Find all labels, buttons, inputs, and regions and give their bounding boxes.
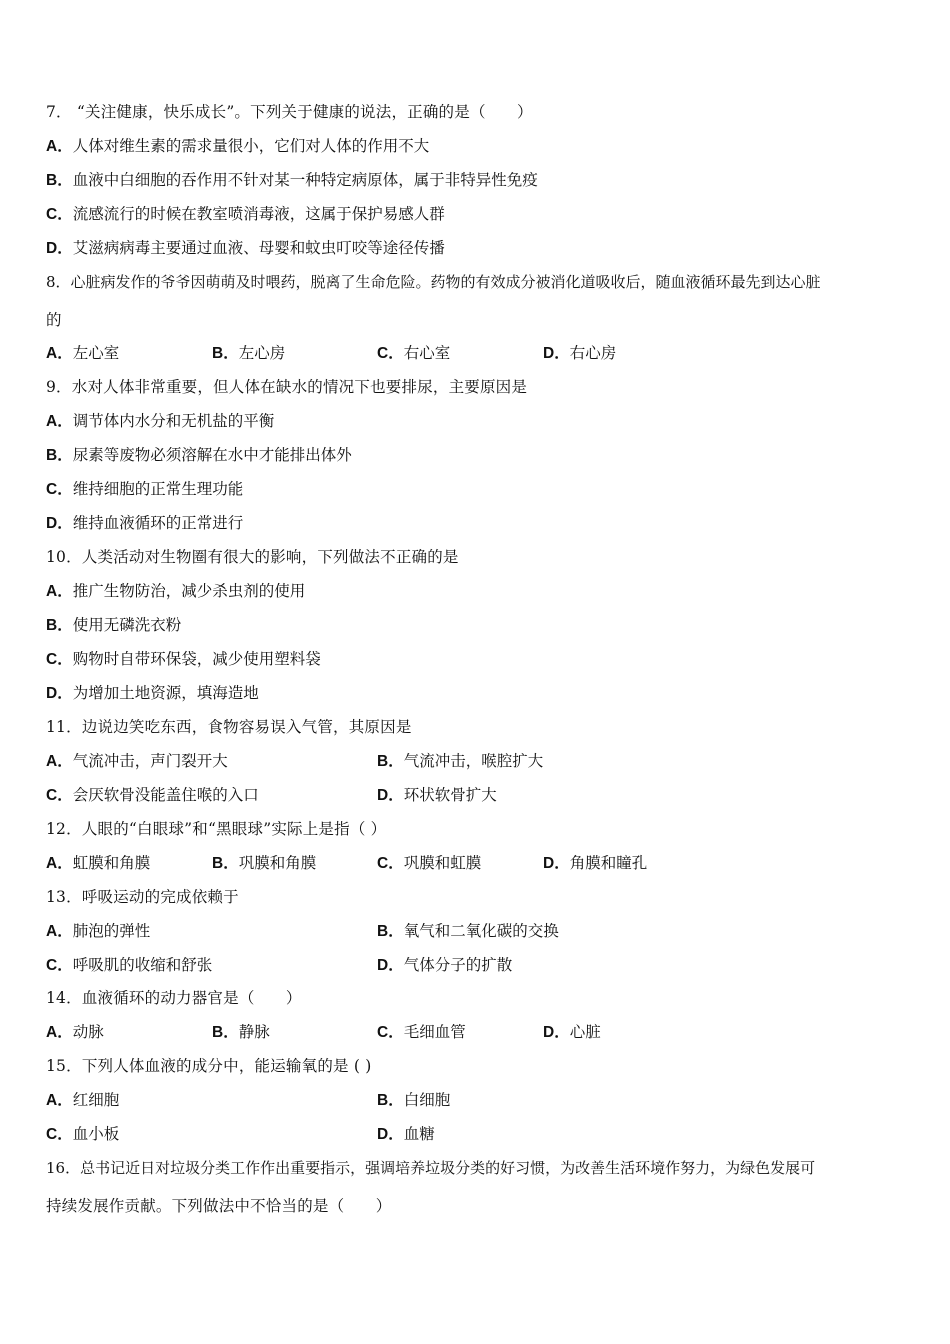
option-key: C． [46, 651, 73, 668]
question-9-option-a [46, 411, 906, 432]
question-9-stem: 9．水对人体非常重要，但人体在缺水的情况下也要排尿，主要原因是 [46, 378, 528, 396]
option-a [46, 751, 228, 772]
option-d [377, 785, 497, 806]
option-text: 动脉 [72, 1023, 104, 1041]
option-b [212, 343, 285, 364]
question-10-option-d [46, 683, 906, 704]
question-9-option-d [46, 513, 906, 534]
question-16-stem-line-2: 持续发展作贡献。下列做法中不恰当的是（ ） [46, 1197, 392, 1215]
question-15-options-row-2 [46, 1124, 906, 1144]
option-a [46, 1022, 104, 1043]
option-key: A． [46, 855, 73, 872]
option-key: D． [46, 515, 73, 532]
option-key: A． [46, 413, 73, 430]
option-text: 毛细血管 [403, 1023, 466, 1041]
option-key: C． [377, 345, 404, 362]
option-text: 血液中白细胞的吞作用不针对某一种特定病原体，属于非特异性免疫 [72, 171, 538, 189]
question-7-stem: 7． “关注健康，快乐成长”。下列关于健康的说法，正确的是（ ） [46, 103, 533, 121]
option-c [377, 853, 481, 874]
option-b [212, 853, 316, 874]
option-key: C． [46, 481, 73, 498]
option-text: 为增加土地资源，填海造地 [72, 684, 259, 702]
question-10-option-b [46, 615, 906, 636]
option-c [46, 955, 212, 976]
option-d [543, 853, 647, 874]
question-7-option-a [46, 136, 906, 157]
option-text: 红细胞 [72, 1091, 120, 1109]
option-text: 呼吸肌的收缩和舒张 [72, 956, 213, 974]
option-key: C． [46, 206, 73, 223]
option-text: 白细胞 [403, 1091, 451, 1109]
option-c [377, 343, 450, 364]
option-text: 角膜和瞳孔 [569, 854, 648, 872]
option-key: D． [377, 787, 404, 804]
option-text: 气流冲击，声门裂开大 [72, 752, 228, 770]
option-key: D． [543, 855, 570, 872]
option-key: D． [377, 1126, 404, 1143]
option-key: A． [46, 345, 73, 362]
option-key: B． [46, 172, 73, 189]
option-text: 使用无磷洗衣粉 [72, 616, 182, 634]
question-8-stem-line-2: 的 [46, 311, 62, 329]
option-d [377, 955, 512, 976]
option-b [377, 1090, 450, 1111]
option-text: 静脉 [238, 1023, 270, 1041]
option-text: 氧气和二氧化碳的交换 [403, 922, 559, 940]
option-text: 气体分子的扩散 [403, 956, 513, 974]
option-key: D． [543, 1024, 570, 1041]
question-7-option-b [46, 170, 906, 191]
question-9-option-c [46, 479, 906, 500]
option-text: 购物时自带环保袋，减少使用塑料袋 [72, 650, 321, 668]
question-15-options-row-1 [46, 1090, 906, 1110]
option-d [543, 1022, 601, 1043]
option-c [46, 785, 259, 806]
option-text: 巩膜和虹膜 [403, 854, 482, 872]
question-13-stem: 13．呼吸运动的完成依赖于 [46, 888, 239, 906]
question-14-stem: 14．血液循环的动力器官是（ ） [46, 989, 302, 1007]
option-text: 左心房 [238, 344, 286, 362]
option-key: B． [46, 617, 73, 634]
option-text: 血小板 [72, 1125, 120, 1143]
option-key: B． [46, 447, 73, 464]
question-16-stem-line-1: 16．总书记近日对垃圾分类工作作出重要指示，强调培养垃圾分类的好习惯，为改善生活环境作努力，为绿色发展可 [46, 1159, 816, 1177]
option-a [46, 1090, 119, 1111]
option-a [46, 921, 150, 942]
question-9-option-b [46, 445, 906, 466]
option-key: A． [46, 138, 73, 155]
option-c [46, 1124, 119, 1145]
option-b [212, 1022, 270, 1043]
option-text: 右心房 [569, 344, 617, 362]
question-12-options [46, 853, 906, 873]
question-11-stem: 11．边说边笑吃东西，食物容易误入气管，其原因是 [46, 718, 412, 736]
question-7-option-c [46, 204, 906, 225]
question-11-options-row-2 [46, 785, 906, 805]
option-key: A． [46, 923, 73, 940]
option-text: 尿素等废物必须溶解在水中才能排出体外 [72, 446, 352, 464]
option-a [46, 853, 150, 874]
option-key: B． [212, 1024, 239, 1041]
option-key: B． [212, 855, 239, 872]
option-key: C． [377, 1024, 404, 1041]
option-c [377, 1022, 466, 1043]
option-text: 推广生物防治，减少杀虫剂的使用 [72, 582, 306, 600]
option-a [46, 343, 119, 364]
question-11-options-row-1 [46, 751, 906, 771]
option-text: 右心室 [403, 344, 451, 362]
question-8-options [46, 343, 906, 363]
option-key: D． [543, 345, 570, 362]
option-text: 肺泡的弹性 [72, 922, 151, 940]
question-12-stem: 12．人眼的“白眼球”和“黑眼球”实际上是指（ ） [46, 820, 387, 838]
option-key: D． [46, 685, 73, 702]
option-text: 心脏 [569, 1023, 601, 1041]
option-text: 气流冲击，喉腔扩大 [403, 752, 544, 770]
question-15-stem: 15．下列人体血液的成分中，能运输氧的是 ( ) [46, 1057, 372, 1075]
option-key: A． [46, 583, 73, 600]
option-d [377, 1124, 435, 1145]
option-key: A． [46, 1024, 73, 1041]
option-text: 调节体内水分和无机盐的平衡 [72, 412, 275, 430]
option-text: 虹膜和角膜 [72, 854, 151, 872]
option-text: 维持血液循环的正常进行 [72, 514, 244, 532]
option-key: D． [46, 240, 73, 257]
question-8-stem-line-1: 8．心脏病发作的爷爷因萌萌及时喂药，脱离了生命危险。药物的有效成分被消化道吸收后，随血液循环最先到达心脏 [46, 273, 821, 291]
question-10-option-a [46, 581, 906, 602]
option-text: 流感流行的时候在教室喷消毒液，这属于保护易感人群 [72, 205, 445, 223]
option-text: 左心室 [72, 344, 120, 362]
option-key: B． [377, 1092, 404, 1109]
option-text: 血糖 [403, 1125, 435, 1143]
option-text: 巩膜和角膜 [238, 854, 317, 872]
option-key: C． [46, 957, 73, 974]
option-b [377, 751, 543, 772]
option-key: B． [377, 753, 404, 770]
question-10-option-c [46, 649, 906, 670]
option-key: A． [46, 753, 73, 770]
option-text: 维持细胞的正常生理功能 [72, 480, 244, 498]
option-key: C． [46, 787, 73, 804]
option-key: A． [46, 1092, 73, 1109]
option-text: 环状软骨扩大 [403, 786, 497, 804]
question-13-options-row-2 [46, 955, 906, 975]
option-text: 人体对维生素的需求量很小，它们对人体的作用不大 [72, 137, 430, 155]
question-7-option-d [46, 238, 906, 259]
option-b [377, 921, 559, 942]
option-key: C． [377, 855, 404, 872]
option-key: C． [46, 1126, 73, 1143]
question-13-options-row-1 [46, 921, 906, 941]
option-key: D． [377, 957, 404, 974]
question-10-stem: 10．人类活动对生物圈有很大的影响，下列做法不正确的是 [46, 548, 459, 566]
option-text: 艾滋病病毒主要通过血液、母婴和蚊虫叮咬等途径传播 [72, 239, 445, 257]
question-14-options [46, 1022, 906, 1042]
option-key: B． [212, 345, 239, 362]
option-key: B． [377, 923, 404, 940]
option-text: 会厌软骨没能盖住喉的入口 [72, 786, 259, 804]
option-d [543, 343, 616, 364]
